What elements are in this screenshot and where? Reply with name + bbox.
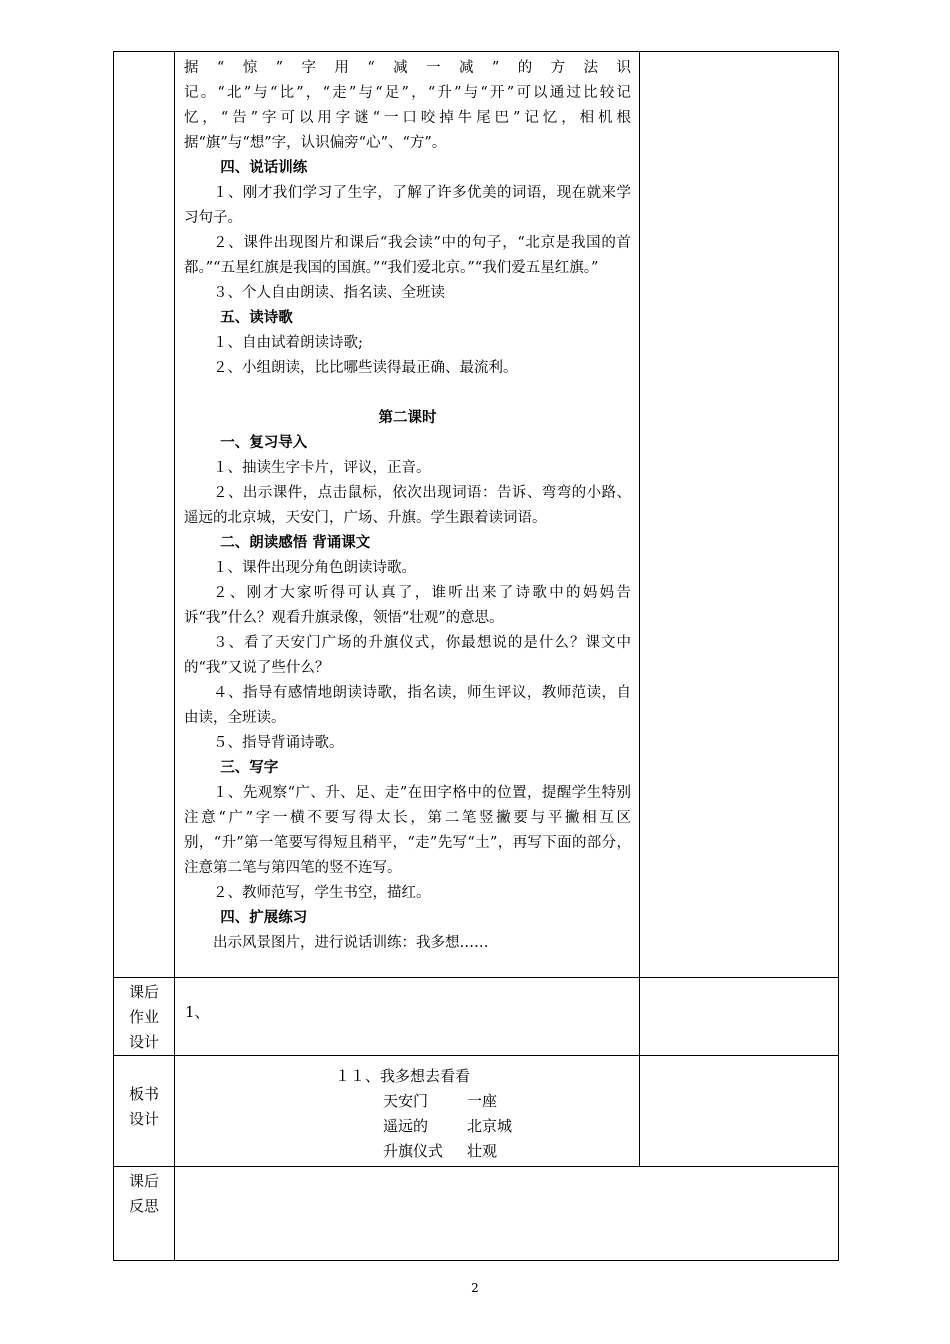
homework-row [114, 978, 839, 1056]
homework-label-line-3: 设计 [128, 1033, 159, 1051]
reflection-row [114, 1167, 839, 1261]
reading-step-5: ５、指导背诵诗歌。 [213, 735, 344, 751]
board-row-2-right: 北京城 [467, 1117, 513, 1135]
reading-step-1: １、课件出现分角色朗读诗歌。 [213, 560, 416, 576]
lesson-plan-table [113, 51, 839, 1261]
lesson-body-content [175, 52, 640, 978]
reading-step-2: ２、刚才大家听得可认真了，谁听出来了诗歌中的妈妈告诉“我”什么？观看升旗录像，领悟“壮观”的意思。 [184, 585, 631, 626]
spacer [184, 381, 631, 406]
heading-read-poem: 五、读诗歌 [220, 310, 293, 326]
reflection-label-line-1: 课后 [128, 1172, 159, 1190]
reflection-label [114, 1167, 175, 1261]
reading-step-4: ４、指导有感情地朗读诗歌，指名读，师生评议，教师范读，自由读，全班读。 [184, 685, 631, 726]
page-number: 2 [471, 1281, 479, 1295]
review-step-2: ２、出示课件，点击鼠标，依次出现词语：告诉、弯弯的小路、遥远的北京城，天安门，广场、升旗。学生跟着读词语。 [184, 485, 631, 526]
poem-step-2: ２、小组朗读，比比哪些读得最正确、最流利。 [213, 360, 518, 376]
board-row-2-left: 遥远的 [383, 1117, 429, 1135]
homework-content: 1、 [175, 978, 640, 1056]
board-row-3 [175, 1139, 639, 1164]
homework-label [114, 978, 175, 1056]
poem-step-1: １、自由试着朗读诗歌; [213, 335, 363, 351]
heading-reading: 二、朗读感悟 背诵课文 [220, 535, 371, 551]
board-design-label [114, 1056, 175, 1167]
speaking-step-2: ２、课件出现图片和课后“我会读”中的句子，“北京是我国的首都。”“五星红旗是我国的国旗。”“我们爱北京。”“我们爱五星红旗。” [184, 235, 631, 276]
board-design-content [175, 1056, 640, 1167]
speaking-step-1: １、刚才我们学习了生字，了解了许多优美的词语，现在就来学习句子。 [184, 185, 631, 226]
heading-writing: 三、写字 [220, 760, 279, 776]
review-step-1: １、抽读生字卡片，评议，正音。 [213, 460, 431, 476]
heading-extension: 四、扩展练习 [220, 910, 308, 926]
board-title: １１、我多想去看看 [335, 1067, 471, 1085]
writing-step-2: ２、教师范写，学生书空，描红。 [213, 885, 431, 901]
heading-review: 一、复习导入 [220, 435, 308, 451]
extension-step-1: 出示风景图片，进行说话训练：我多想…… [213, 935, 489, 951]
board-row-3-left: 升旗仪式 [383, 1142, 444, 1160]
reflection-content [175, 1167, 839, 1261]
board-row-3-right: 壮观 [467, 1142, 498, 1160]
heading-speaking-training: 四、说话训练 [220, 160, 308, 176]
reading-step-3: ３、看了天安门广场的升旗仪式，你最想说的是什么？课文中的“我”又说了些什么？ [184, 635, 631, 676]
board-label-line-1: 板书 [128, 1085, 159, 1103]
lesson-body-label-cell [114, 52, 175, 978]
homework-label-line-1: 课后 [128, 983, 159, 1001]
homework-label-line-2: 作业 [128, 1008, 159, 1026]
intro-paragraph: 据“惊”字用“减一减”的方法识记。“北”与“比”，“走”与“足”，“升”与“开”可以通过比较记忆，“告”字可以用字谜“一口咬掉牛尾巴”记忆，相机根据“旗”与“想”字，认识偏旁“心”、“方”。 [184, 60, 631, 151]
lesson-body-notes-cell [640, 52, 839, 978]
homework-notes-cell [640, 978, 839, 1056]
writing-step-1: １、先观察“广、升、足、走”在田字格中的位置，提醒学生特别注意“广”字一横不要写得太长，第二笔竖撇要与平撇相互区别，“升”第一笔要写得短且稍平，“走”先写“土”，再写下面的部分，注意第二笔与第四笔的竖不连写。 [184, 785, 631, 876]
board-row-2 [175, 1114, 639, 1139]
board-label-line-2: 设计 [128, 1110, 159, 1128]
board-design-row [114, 1056, 839, 1167]
speaking-step-3: ３、个人自由朗读、指名读、全班读 [213, 285, 445, 301]
lesson-body-row [114, 52, 839, 978]
board-row-1-left: 天安门 [383, 1092, 429, 1110]
reflection-label-line-2: 反思 [128, 1197, 159, 1215]
board-notes-cell [640, 1056, 839, 1167]
second-lesson-heading: 第二课时 [378, 410, 437, 426]
board-row-1 [175, 1089, 639, 1114]
board-row-1-right: 一座 [467, 1092, 498, 1110]
